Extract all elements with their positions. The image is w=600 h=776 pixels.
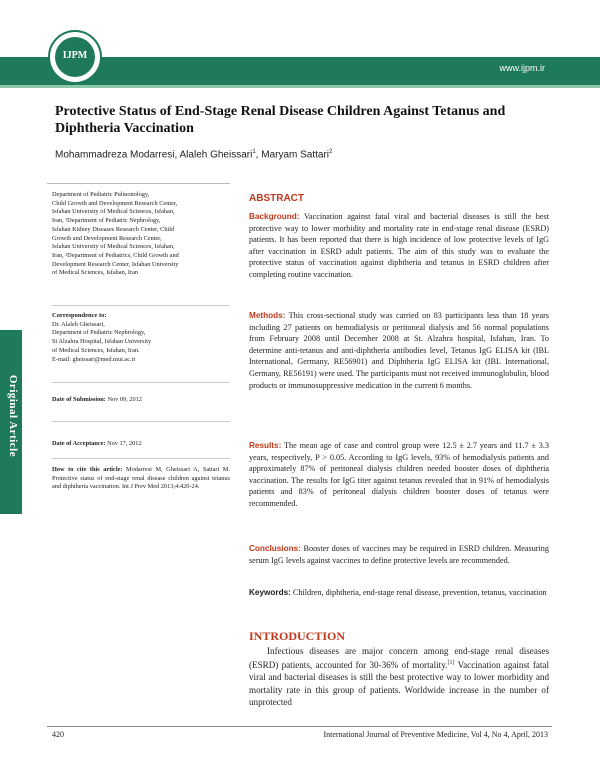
submission-label: Date of Submission: [52, 396, 106, 403]
intro-text-part1: Infectious diseases are major concern among end-stage renal diseases (ESRD) patients, accounted for 30-36% of mortality. [249, 646, 549, 671]
citation [52, 466, 230, 492]
affiliation-line: of Medical Sciences, Isfahan, Iran [52, 269, 139, 277]
affiliation-line: Isfahan University of Medical Sciences, Isfahan, [52, 243, 175, 251]
abstract-methods [249, 310, 549, 391]
page-number: 420 [52, 730, 64, 739]
author-sup: 1 [252, 149, 256, 155]
citation-label: How to cite this article: [52, 466, 123, 473]
introduction-heading: INTRODUCTION [249, 629, 346, 643]
correspondence [52, 312, 230, 364]
submission-date [52, 396, 230, 405]
intro-text-part2: Vaccination against fatal viral and bacterial diseases is still the best protective way to lower morbidity and mortality rate in this group of patients. Worldwide increase in the number of unprotected [249, 660, 549, 707]
author-name: Alaleh Gheissari [179, 149, 253, 161]
author-name: Maryam Sattari [261, 149, 330, 161]
acceptance-label: Date of Acceptance: [52, 440, 106, 447]
footer-divider [47, 726, 552, 727]
affiliation-line: Iran, ²Department of Pediatrics, Child Growth and [52, 251, 179, 259]
correspondence-line: St Alzahra Hospital, Isfahan University [52, 338, 152, 346]
introduction-text [249, 645, 549, 708]
affiliation-line: Iran, ¹Department of Pediatric Nephrology, [52, 217, 161, 225]
conclusions-label: Conclusions: [249, 544, 301, 553]
citation-text: Modarresi M, Gheissari A, Sattari M. Protective status of end-stage renal disease children against tetanus and diphtheria vaccination. Int J Prev Med 2013;4:420-24. [52, 466, 230, 491]
divider [52, 382, 230, 383]
abstract-conclusions [249, 543, 549, 566]
affiliation-line: Isfahan Kidney Diseases Research Center, Child [52, 225, 175, 233]
correspondence-line: of Medical Sciences, Isfahan, Iran. [52, 346, 140, 354]
correspondence-heading: Correspondence to: [52, 312, 107, 319]
divider [47, 183, 230, 184]
logo-text: IJPM [62, 50, 88, 61]
abstract-background [249, 211, 549, 281]
acceptance-value: Nov 17, 2012 [107, 440, 142, 447]
abstract-results [249, 440, 549, 510]
affiliation-line: Isfahan University of Medical Sciences, Isfahan, [52, 208, 175, 216]
correspondence-line: Department of Pediatric Nephrology, [52, 329, 146, 337]
results-label: Results: [249, 441, 282, 450]
acceptance-date [52, 440, 230, 449]
keywords-label: Keywords: [249, 588, 291, 597]
correspondence-email[interactable]: E-mail: gheissari@med.mui.ac.ir [52, 355, 136, 363]
affiliations [52, 191, 230, 278]
author-sup: 2 [329, 149, 333, 155]
background-label: Background: [249, 212, 300, 221]
journal-logo [48, 30, 104, 86]
intro-reference[interactable]: [1] [447, 660, 455, 667]
results-text: The mean age of case and control group were 12.5 ± 2.7 years and 11.7 ± 3.3 years, respectively, P > 0.05. According to IgG levels, 93% of hemodialysis patients and approximately 87% of peritoneal dialysis children needed booster doses of diphtheria vaccination. The results for IgG titer against tetanus revealed that in 91% of hemodialysis patients and 83% of peritoneal dialysis children booster doses of tetanus were recommended. [249, 441, 549, 508]
conclusions-text: Booster doses of vaccines may be required in ESRD children. Measuring serum IgG levels against vaccines to define protective levels are recommended. [249, 544, 549, 565]
methods-label: Methods: [249, 311, 286, 320]
author-list: Mohammadreza Modarresi, Alaleh Gheissari$^1$, Maryam Sattari$^2$ [55, 149, 333, 161]
methods-text: This cross-sectional study was carried on 83 participants less than 18 years including 27 patients on hemodialysis or peritoneal dialysis and 56 normal populations from February 2008 until December 2008 at St. Alzahra hospital, Isfahan, Iran. To determine anti-tetanus and anti-diphtheria antibodies level, Tetanus IgG ELISA kit (IBL International, Germany, RE56901) and Diphtheria IgG ELISA kit (IBL International, Germany, RE56191) were used. The participants must not received immunoglobulin, blood products or immunosuppressive medication in the current 6 months. [249, 311, 549, 390]
journal-citation: International Journal of Preventive Medicine, Vol 4, No 4, April, 2013 [323, 730, 548, 739]
keywords-text: Children, diphtheria, end-stage renal disease, prevention, tetanus, vaccination [292, 588, 547, 597]
affiliation-line: Development Research Center, Isfahan University [52, 260, 179, 268]
divider [52, 305, 230, 306]
submission-value: Nov 09, 2012 [107, 396, 142, 403]
journal-url[interactable]: www.ijpm.ir [499, 63, 545, 73]
affiliation-line: Growth and Development Research Center, [52, 234, 162, 242]
abstract-keywords [249, 587, 549, 599]
correspondence-line: Dr. Alaleh Gheissari, [52, 320, 105, 328]
divider [52, 421, 230, 422]
abstract-heading: ABSTRACT [249, 193, 304, 204]
affiliation-line: Department of Pediatric Pulmonology, [52, 191, 150, 198]
divider [52, 458, 230, 459]
affiliation-line: Child Growth and Development Research Center, [52, 199, 178, 207]
background-text: Vaccination against fatal viral and bacterial diseases is still the best protective way to lower morbidity and mortality rate in end-stage renal disease (ESRD) patients. It has been reported that there is high incidence of low protective levels of IgG after vaccination in ESRD adult patients. The aim of this study was to evaluate the protective status of vaccination against diphtheria and tetanus in ESRD children after completing routine vaccination. [249, 212, 550, 279]
author-name: Mohammadreza Modarresi [55, 149, 175, 161]
article-type-label: Original Article [7, 374, 19, 458]
article-title: Protective Status of End-Stage Renal Disease Children Against Tetanus and Diphtheria Vaccination [55, 104, 506, 136]
